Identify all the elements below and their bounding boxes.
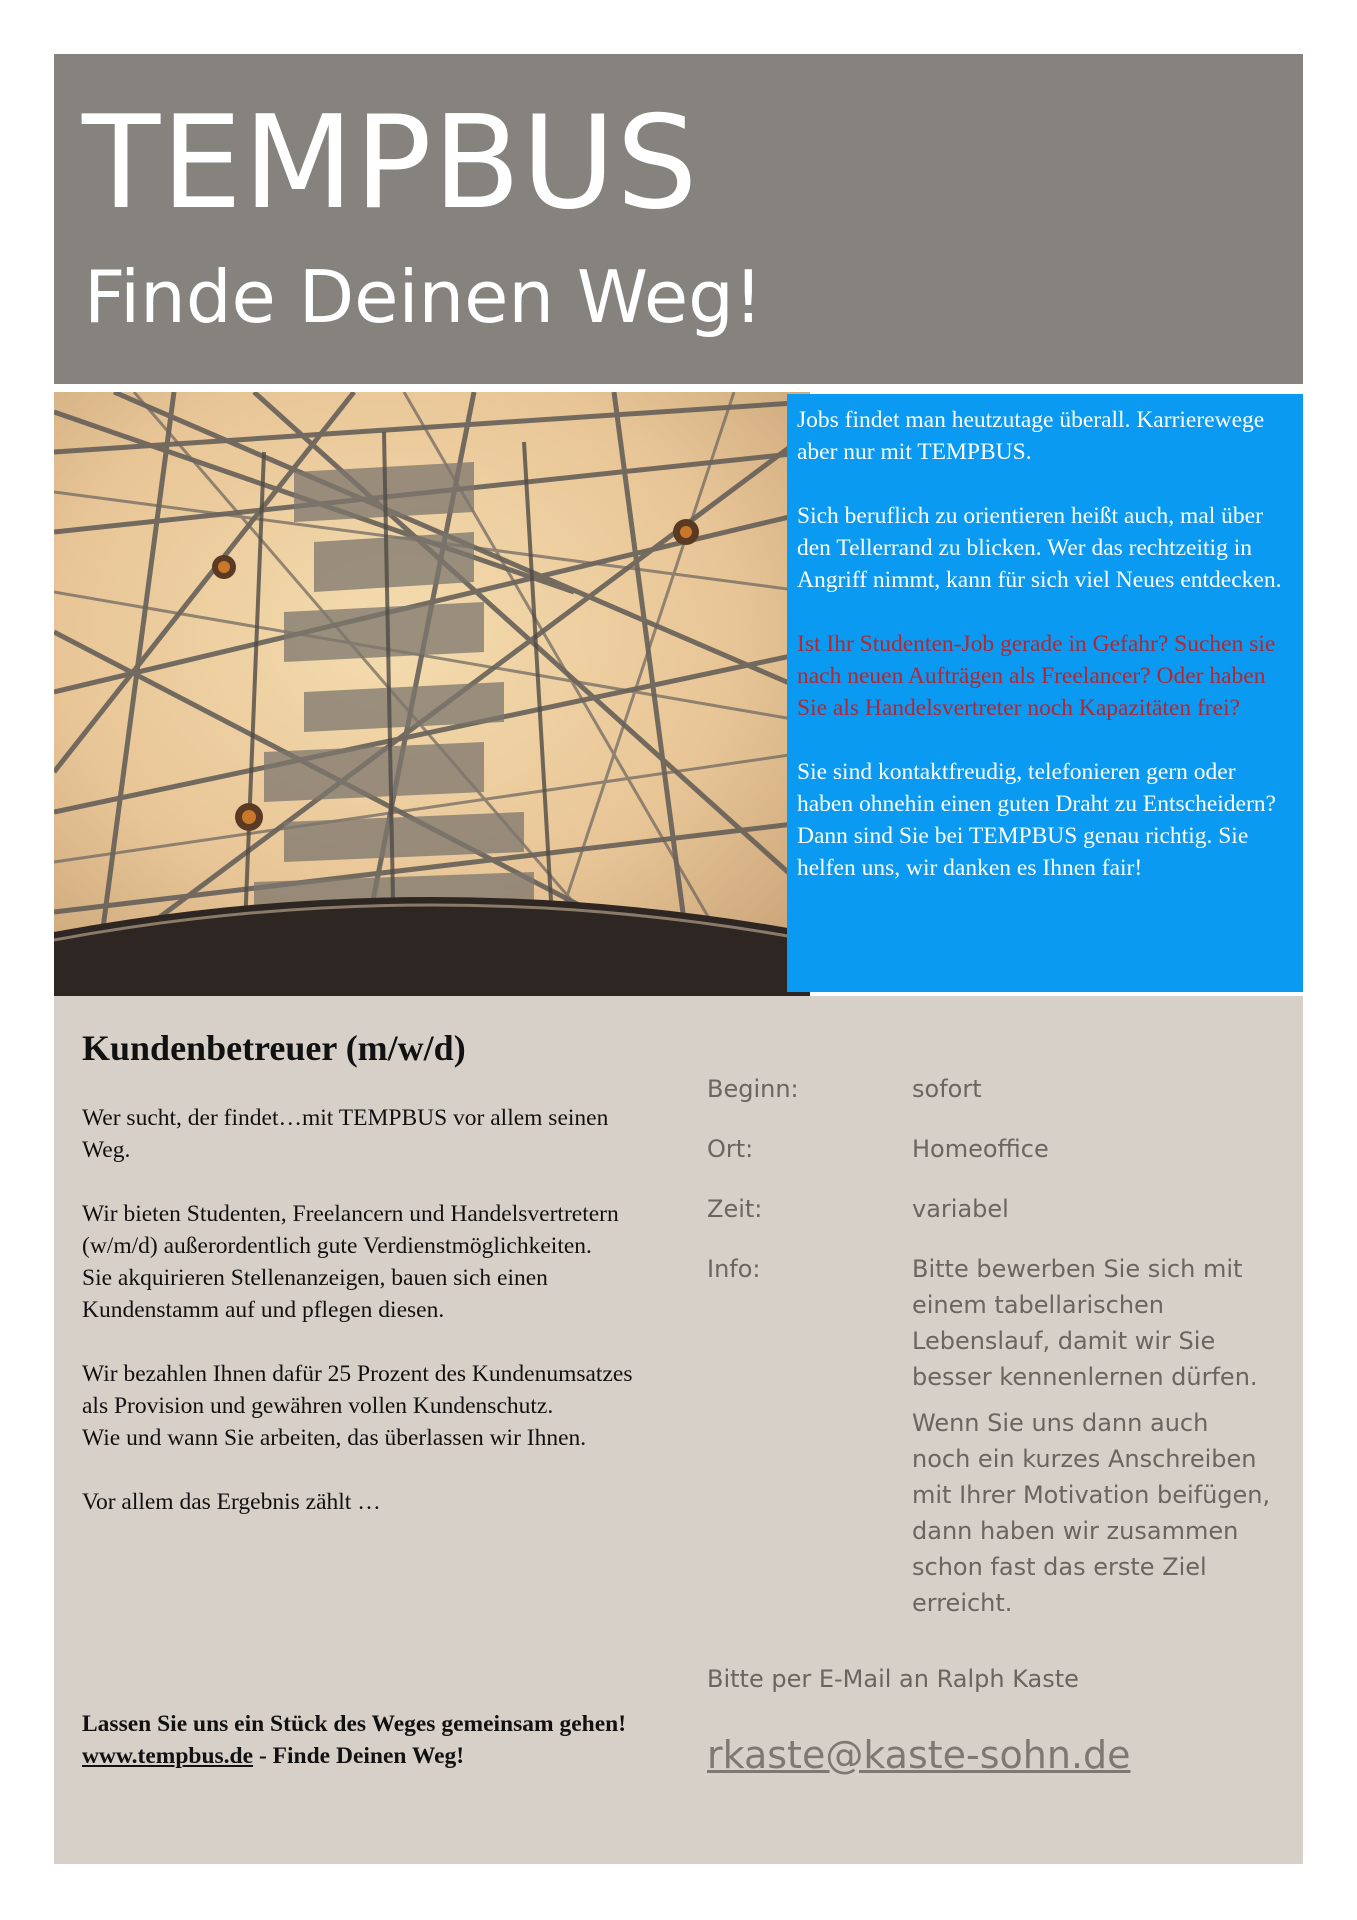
info-paragraph: Bitte bewerben Sie sich mit einem tabellarischen Lebenslauf, damit wir Sie besser kennenlernen dürfen. xyxy=(912,1255,1258,1391)
closing-statement xyxy=(82,1708,682,1772)
detail-row-start xyxy=(707,1074,1287,1104)
email-link[interactable]: rkaste@kaste-sohn.de xyxy=(707,1733,1131,1777)
job-paragraph: Wir bieten Studenten, Freelancern und Handelsvertretern (w/m/d) außerordentlich gute Verdienstmöglichkeiten. Sie akquirieren Stellenanzeigen, bauen sich einen Kundenstamm auf und pflegen diesen. xyxy=(82,1201,619,1323)
staircase-photo xyxy=(54,392,810,996)
job-section xyxy=(54,996,1303,1864)
detail-row-info xyxy=(707,1254,1287,1621)
detail-value: sofort xyxy=(912,1075,982,1103)
closing-suffix: - Finde Deinen Weg! xyxy=(258,1743,465,1769)
job-title: Kundenbetreuer (m/w/d) xyxy=(82,1028,466,1068)
job-description xyxy=(82,1102,652,1550)
detail-row-location xyxy=(707,1134,1287,1164)
staircase-image xyxy=(54,392,810,996)
detail-label: Beginn: xyxy=(707,1075,799,1103)
website-link[interactable]: www.tempbus.de xyxy=(82,1743,254,1769)
intro-paragraph: Sich beruflich zu orientieren heißt auch, mal über den Tellerrand zu blicken. Wer das rechtzeitig in Angriff nimmt, kann für sich viel Neues entdecken. xyxy=(797,503,1282,593)
intro-paragraph: Sie sind kontaktfreudig, telefonieren gern oder haben ohnehin einen guten Draht zu Entscheidern? xyxy=(797,759,1276,817)
job-paragraph: Wir bezahlen Ihnen dafür 25 Prozent des Kundenumsatzes als Provision und gewähren vollen Kundenschutz. Wie und wann Sie arbeiten, das überlassen wir Ihnen. xyxy=(82,1361,633,1451)
job-paragraph: Vor allem das Ergebnis zählt … xyxy=(82,1489,381,1515)
brand-title: TEMPBUS xyxy=(82,89,699,238)
detail-value: variabel xyxy=(912,1195,1009,1223)
intro-paragraph: Dann sind Sie bei TEMPBUS genau richtig. Sie helfen uns, wir danken es Ihnen fair! xyxy=(797,823,1249,881)
email-instruction: Bitte per E-Mail an Ralph Kaste xyxy=(707,1665,1079,1693)
header-banner xyxy=(54,54,1303,384)
intro-paragraph: Jobs findet man heutzutage überall. Karrierewege aber nur mit TEMPBUS. xyxy=(797,407,1265,465)
closing-text: Lassen Sie uns ein Stück des Weges gemeinsam gehen! xyxy=(82,1711,627,1737)
detail-label: Ort: xyxy=(707,1135,754,1163)
intro-box xyxy=(787,394,1303,992)
job-paragraph: Wer sucht, der findet…mit TEMPBUS vor allem seinen Weg. xyxy=(82,1105,609,1163)
job-details xyxy=(707,1074,1287,1621)
detail-row-time xyxy=(707,1194,1287,1224)
intro-question-paragraph: Ist Ihr Studenten-Job gerade in Gefahr? Suchen sie nach neuen Aufträgen als Freelancer? Oder haben Sie als Handelsvertreter noch Kapazitäten frei? xyxy=(797,631,1276,721)
detail-label: Info: xyxy=(707,1255,761,1283)
slogan: Finde Deinen Weg! xyxy=(84,255,763,339)
detail-value xyxy=(912,1251,1272,1621)
detail-label: Zeit: xyxy=(707,1195,763,1223)
detail-value: Homeoffice xyxy=(912,1135,1049,1163)
info-paragraph: Wenn Sie uns dann auch noch ein kurzes Anschreiben mit Ihrer Motivation beifügen, dann haben wir zusammen schon fast das erste Ziel erreicht. xyxy=(912,1409,1271,1617)
